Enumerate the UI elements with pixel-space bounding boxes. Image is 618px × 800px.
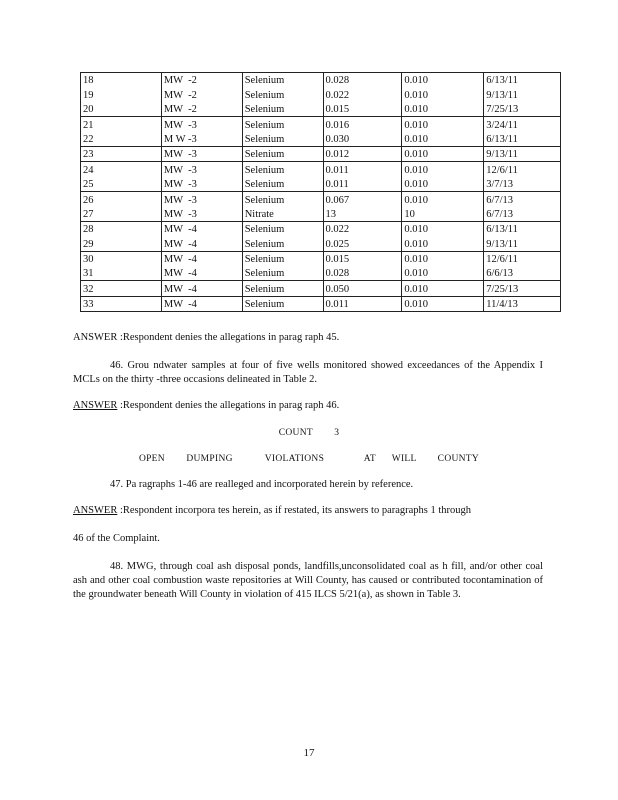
cell-num: 29 <box>81 236 162 251</box>
cell-num: 21 <box>81 117 162 132</box>
answer-text: :Respondent denies the allegations in parag raph 45. <box>117 332 340 343</box>
cell-well: MW -2 <box>161 102 242 117</box>
cell-date: 6/6/13 <box>484 266 561 281</box>
cell-constituent: Selenium <box>242 102 323 117</box>
cell-num: 25 <box>81 177 162 192</box>
answer-45 <box>73 331 543 345</box>
cell-num: 23 <box>81 146 162 161</box>
answer-label: ANSWER <box>73 505 118 516</box>
cell-level: 0.025 <box>323 236 402 251</box>
cell-level: 0.015 <box>323 102 402 117</box>
table-row <box>81 73 561 88</box>
cell-mcl: 0.010 <box>402 117 484 132</box>
cell-level: 0.067 <box>323 192 402 207</box>
table-row <box>81 251 561 266</box>
cell-date: 6/13/11 <box>484 73 561 88</box>
cell-num: 19 <box>81 87 162 101</box>
cell-level: 0.011 <box>323 296 402 311</box>
count-number: COUNT 3 <box>278 428 340 438</box>
table-row <box>81 236 561 251</box>
table-row <box>81 192 561 207</box>
cell-num: 18 <box>81 73 162 88</box>
cell-level: 0.028 <box>323 73 402 88</box>
cell-constituent: Selenium <box>242 221 323 236</box>
table-row <box>81 177 561 192</box>
cell-well: MW -3 <box>161 177 242 192</box>
cell-constituent: Nitrate <box>242 207 323 222</box>
cell-date: 9/13/11 <box>484 236 561 251</box>
cell-mcl: 0.010 <box>402 87 484 101</box>
cell-level: 0.015 <box>323 251 402 266</box>
cell-level: 0.016 <box>323 117 402 132</box>
answer-46 <box>73 399 543 413</box>
cell-level: 0.030 <box>323 132 402 147</box>
cell-constituent: Selenium <box>242 87 323 101</box>
cell-mcl: 0.010 <box>402 281 484 296</box>
cell-date: 3/7/13 <box>484 177 561 192</box>
cell-constituent: Selenium <box>242 281 323 296</box>
cell-level: 0.022 <box>323 221 402 236</box>
cell-constituent: Selenium <box>242 117 323 132</box>
cell-constituent: Selenium <box>242 192 323 207</box>
cell-well: MW -4 <box>161 236 242 251</box>
cell-level: 13 <box>323 207 402 222</box>
cell-constituent: Selenium <box>242 162 323 177</box>
cell-num: 24 <box>81 162 162 177</box>
cell-constituent: Selenium <box>242 266 323 281</box>
cell-mcl: 0.010 <box>402 102 484 117</box>
cell-date: 6/7/13 <box>484 192 561 207</box>
cell-date: 7/25/13 <box>484 281 561 296</box>
paragraph-46 <box>73 359 543 387</box>
paragraph-46-text: 46. Grou ndwater samples at four of five wells monitored showed exceedances of the Appendix I MCLs on the thirty -three occasions delineated in Table 2. <box>73 360 543 385</box>
count-title-text: OPEN DUMPING VIOLATIONS AT WILL COUNTY <box>138 454 480 464</box>
cell-date: 6/7/13 <box>484 207 561 222</box>
cell-constituent: Selenium <box>242 146 323 161</box>
exceedance-table-body <box>81 73 561 312</box>
cell-num: 26 <box>81 192 162 207</box>
cell-date: 9/13/11 <box>484 87 561 101</box>
cell-well: MW -4 <box>161 251 242 266</box>
cell-well: MW -2 <box>161 73 242 88</box>
count-heading <box>0 428 618 438</box>
cell-mcl: 0.010 <box>402 236 484 251</box>
cell-mcl: 0.010 <box>402 251 484 266</box>
answer-label: ANSWER <box>73 332 118 343</box>
cell-num: 28 <box>81 221 162 236</box>
cell-num: 22 <box>81 132 162 147</box>
cell-mcl: 0.010 <box>402 177 484 192</box>
cell-level: 0.022 <box>323 87 402 101</box>
table-row <box>81 266 561 281</box>
table-row <box>81 132 561 147</box>
cell-mcl: 0.010 <box>402 192 484 207</box>
table-row <box>81 207 561 222</box>
paragraph-48-text: 48. MWG, through coal ash disposal ponds, landfills,unconsolidated coal as h fill, and/or other coal ash and other coal combustion waste repositories at Will County, has caused or contributed tocontamination of the groundwater beneath Will County in violation of 415 ILCS 5/21(a), as shown in Table 3. <box>73 561 543 600</box>
cell-well: MW -3 <box>161 192 242 207</box>
cell-num: 30 <box>81 251 162 266</box>
cell-mcl: 0.010 <box>402 132 484 147</box>
answer-text-line1: :Respondent incorpora tes herein, as if restated, its answers to paragraphs 1 through <box>117 505 472 516</box>
cell-level: 0.028 <box>323 266 402 281</box>
answer-47 <box>73 504 543 518</box>
cell-well: MW -4 <box>161 281 242 296</box>
cell-constituent: Selenium <box>242 251 323 266</box>
cell-constituent: Selenium <box>242 296 323 311</box>
answer-label: ANSWER <box>73 400 118 411</box>
answer-text-line2: 46 of the Complaint. <box>73 533 160 544</box>
cell-date: 3/24/11 <box>484 117 561 132</box>
cell-well: M W -3 <box>161 132 242 147</box>
cell-num: 27 <box>81 207 162 222</box>
exceedance-table <box>80 72 561 312</box>
cell-num: 32 <box>81 281 162 296</box>
cell-date: 12/6/11 <box>484 162 561 177</box>
cell-constituent: Selenium <box>242 73 323 88</box>
answer-47-continued <box>73 532 543 546</box>
cell-level: 0.011 <box>323 162 402 177</box>
cell-mcl: 0.010 <box>402 162 484 177</box>
cell-level: 0.011 <box>323 177 402 192</box>
cell-mcl: 10 <box>402 207 484 222</box>
cell-mcl: 0.010 <box>402 296 484 311</box>
page-number: 17 <box>303 747 315 759</box>
table-row <box>81 146 561 161</box>
cell-mcl: 0.010 <box>402 221 484 236</box>
cell-mcl: 0.010 <box>402 266 484 281</box>
cell-mcl: 0.010 <box>402 73 484 88</box>
cell-date: 6/13/11 <box>484 221 561 236</box>
cell-constituent: Selenium <box>242 177 323 192</box>
cell-well: MW -3 <box>161 207 242 222</box>
cell-mcl: 0.010 <box>402 146 484 161</box>
table-row <box>81 296 561 311</box>
table-row <box>81 221 561 236</box>
cell-level: 0.012 <box>323 146 402 161</box>
cell-well: MW -3 <box>161 117 242 132</box>
cell-date: 12/6/11 <box>484 251 561 266</box>
cell-well: MW -3 <box>161 146 242 161</box>
paragraph-47-text: 47. Pa ragraphs 1-46 are realleged and incorporated herein by reference. <box>110 479 414 490</box>
cell-level: 0.050 <box>323 281 402 296</box>
cell-well: MW -4 <box>161 266 242 281</box>
cell-well: MW -4 <box>161 221 242 236</box>
cell-num: 20 <box>81 102 162 117</box>
table-row <box>81 281 561 296</box>
cell-num: 33 <box>81 296 162 311</box>
cell-date: 11/4/13 <box>484 296 561 311</box>
cell-date: 6/13/11 <box>484 132 561 147</box>
cell-constituent: Selenium <box>242 236 323 251</box>
cell-constituent: Selenium <box>242 132 323 147</box>
cell-well: MW -3 <box>161 162 242 177</box>
answer-text: :Respondent denies the allegations in parag raph 46. <box>117 400 340 411</box>
cell-well: MW -2 <box>161 87 242 101</box>
paragraph-48 <box>73 560 543 602</box>
table-row <box>81 87 561 101</box>
cell-well: MW -4 <box>161 296 242 311</box>
table-row <box>81 102 561 117</box>
table-row <box>81 117 561 132</box>
table-row <box>81 162 561 177</box>
cell-num: 31 <box>81 266 162 281</box>
cell-date: 9/13/11 <box>484 146 561 161</box>
paragraph-47 <box>73 478 543 492</box>
count-title <box>0 454 618 464</box>
cell-date: 7/25/13 <box>484 102 561 117</box>
